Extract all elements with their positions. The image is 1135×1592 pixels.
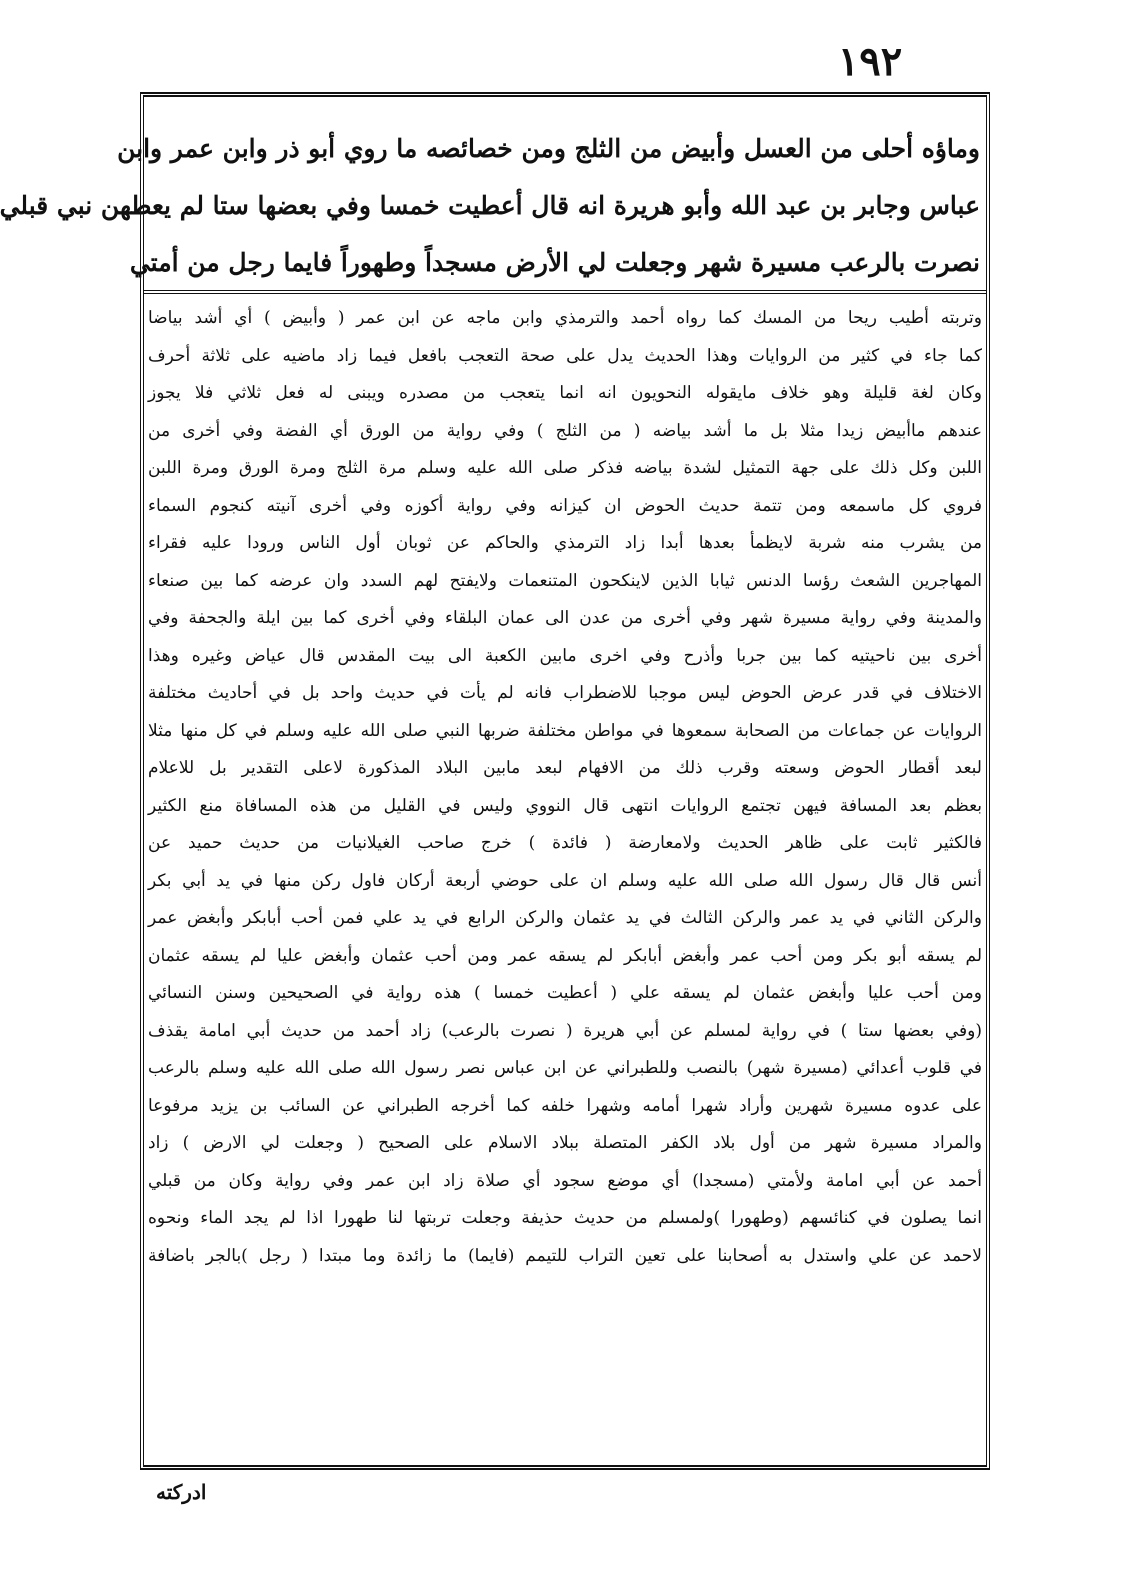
commentary-line: على عدوه مسيرة شهرين وأراد شهرا أمامه وشهرا خلفه كما أخرجه الطبراني عن السائب بن يزيد مرفوعا	[148, 1095, 982, 1116]
commentary-text-block	[148, 300, 982, 1460]
catchword: ادركته	[156, 1480, 207, 1504]
commentary-line: أحمد عن أبي امامة ولأمتي (مسجدا) أي موضع سجود أي صلاة زاد ابن عمر وفي رواية وكان من قبلي	[148, 1170, 982, 1191]
commentary-line: (وفي بعضها ستا ) في رواية لمسلم عن أبي هريرة ( نصرت بالرعب) زاد أحمد من حديث أبي امامة يقذف	[148, 1020, 982, 1041]
matn-line: نصرت بالرعب مسيرة شهر وجعلت لي الأرض مسجداً وطهوراً فايما رجل من أمتي	[129, 248, 980, 277]
commentary-line	[148, 1275, 982, 1313]
matn-line: عباس وجابر بن عبد الله وأبو هريرة انه قال أعطيت خمسا وفي بعضها ستا لم يعطهن نبي قبلي	[0, 191, 980, 220]
commentary-line: المهاجرين الشعث رؤسا الدنس ثيابا الذين لاينكحون المتنعمات ولايفتح لهم السدد وان عرضه كما بين صنعاء	[148, 570, 982, 591]
commentary-line: عندهم ماأبيض زيدا مثلا بل ما أشد بياضه ( من الثلج ) وفي رواية من الورق أي الفضة وفي أخرى من	[148, 420, 982, 441]
page-number: ١٩٢	[837, 38, 903, 85]
commentary-line: والمراد مسيرة شهر من أول بلاد الكفر المتصلة ببلاد الاسلام على الصحيح ( وجعلت لي الارض ) زاد	[148, 1133, 982, 1153]
commentary-line: كما جاء في كثير من الروايات وهذا الحديث يدل على صحة التعجب بافعل فيما زاد ماضيه على ثلاثة أحرف	[148, 345, 982, 366]
commentary-line: الاختلاف في قدر عرض الحوض ليس موجبا للاضطراب فانه لم يأت في حديث واحد بل في أحاديث مختلفة	[148, 683, 982, 703]
matn-text-block	[0, 120, 980, 292]
commentary-line: أخرى بين ناحيتيه كما بين جربا وأذرح وفي اخرى مابين الكعبة الى بيت المقدس قال عياض وغيره وهذا	[148, 645, 982, 666]
commentary-line: وتربته أطيب ريحا من المسك كما رواه أحمد والترمذي وابن ماجه عن ابن عمر ( وأبيض ) أي أشد بياضا	[148, 308, 982, 328]
commentary-line: انما يصلون في كنائسهم (وطهورا )ولمسلم من حديث حذيفة وجعلت تربتها لنا طهورا اذا لم يجد الماء ونحوه	[148, 1208, 983, 1228]
commentary-line: لبعد أقطار الحوض وسعته وقرب ذلك من الافهام لبعد مابين البلاد المذكورة لاعلى التقدير بل للاعلام	[148, 758, 982, 778]
commentary-line: والمدينة وفي رواية مسيرة شهر وفي أخرى من عدن الى عمان البلقاء وفي أخرى كما بين ايلة والجحفة وفي	[148, 608, 982, 628]
section-divider	[144, 290, 986, 294]
commentary-line: بعظم بعد المسافة فيهن تجتمع الروايات انتهى قال النووي وليس في القليل من هذه المسافاة منع الكثير	[148, 795, 982, 816]
commentary-line: وكان لغة قليلة وهو خلاف مايقوله النحويون انه انما يتعجب من مصدره ويبنى له فعل ثلاثي فلا يجوز	[148, 383, 982, 403]
commentary-line: في قلوب أعدائي (مسيرة شهر) بالنصب وللطبراني عن ابن عباس نصر رسول الله صلى الله عليه وسلم بالرعب	[148, 1058, 982, 1078]
commentary-line: أنس قال قال رسول الله صلى الله عليه وسلم ان على حوضي أربعة أركان فاول ركن منها في يد أبي بكر	[148, 870, 982, 891]
commentary-line: لاحمد عن علي واستدل به أصحابنا على تعين التراب للتيمم (فايما) ما زائدة وما مبتدا ( رجل )بالجر باضافة	[148, 1245, 982, 1266]
commentary-line: الروايات عن جماعات من الصحابة سمعوها في مواطن مختلفة ضربها النبي صلى الله عليه وسلم في كل منها مثلا	[148, 720, 982, 741]
commentary-line: ومن أحب عليا وأبغض عثمان لم يسقه علي ( أعطيت خمسا ) هذه رواية في الصحيحين وسنن النسائي	[148, 983, 982, 1003]
commentary-line: اللبن وكل ذلك على جهة التمثيل لشدة بياضه فذكر صلى الله عليه وسلم مرة الثلج ومرة الورق ومرة اللبن	[148, 458, 982, 478]
commentary-line: والركن الثاني في يد عمر والركن الثالث في يد عثمان والركن الرابع في يد علي فمن أحب أبابكر وأبغض عمر	[148, 908, 982, 928]
commentary-line: فروي كل ماسمعه ومن تتمة حديث الحوض ان كيزانه وفي رواية أكوزه وفي أخرى آنيته كنجوم السماء	[148, 495, 982, 516]
commentary-line: لم يسقه أبو بكر ومن أحب عمر وأبغض أبابكر لم يسقه عمر ومن أحب عثمان وأبغض عليا لم يسقه عثمان	[148, 945, 982, 966]
matn-line: وماؤه أحلى من العسل وأبيض من الثلج ومن خصائصه ما روي أبو ذر وابن عمر وابن	[117, 134, 980, 163]
commentary-line: من يشرب منه شربة لايظمأ بعدها أبدا زاد الترمذي والحاكم عن ثوبان أول الناس ورودا عليه فقراء	[148, 533, 982, 553]
commentary-line: فالكثير ثابت على ظاهر الحديث ولامعارضة ( فائدة ) خرج صاحب الغيلانيات من حديث حميد عن	[148, 833, 982, 853]
